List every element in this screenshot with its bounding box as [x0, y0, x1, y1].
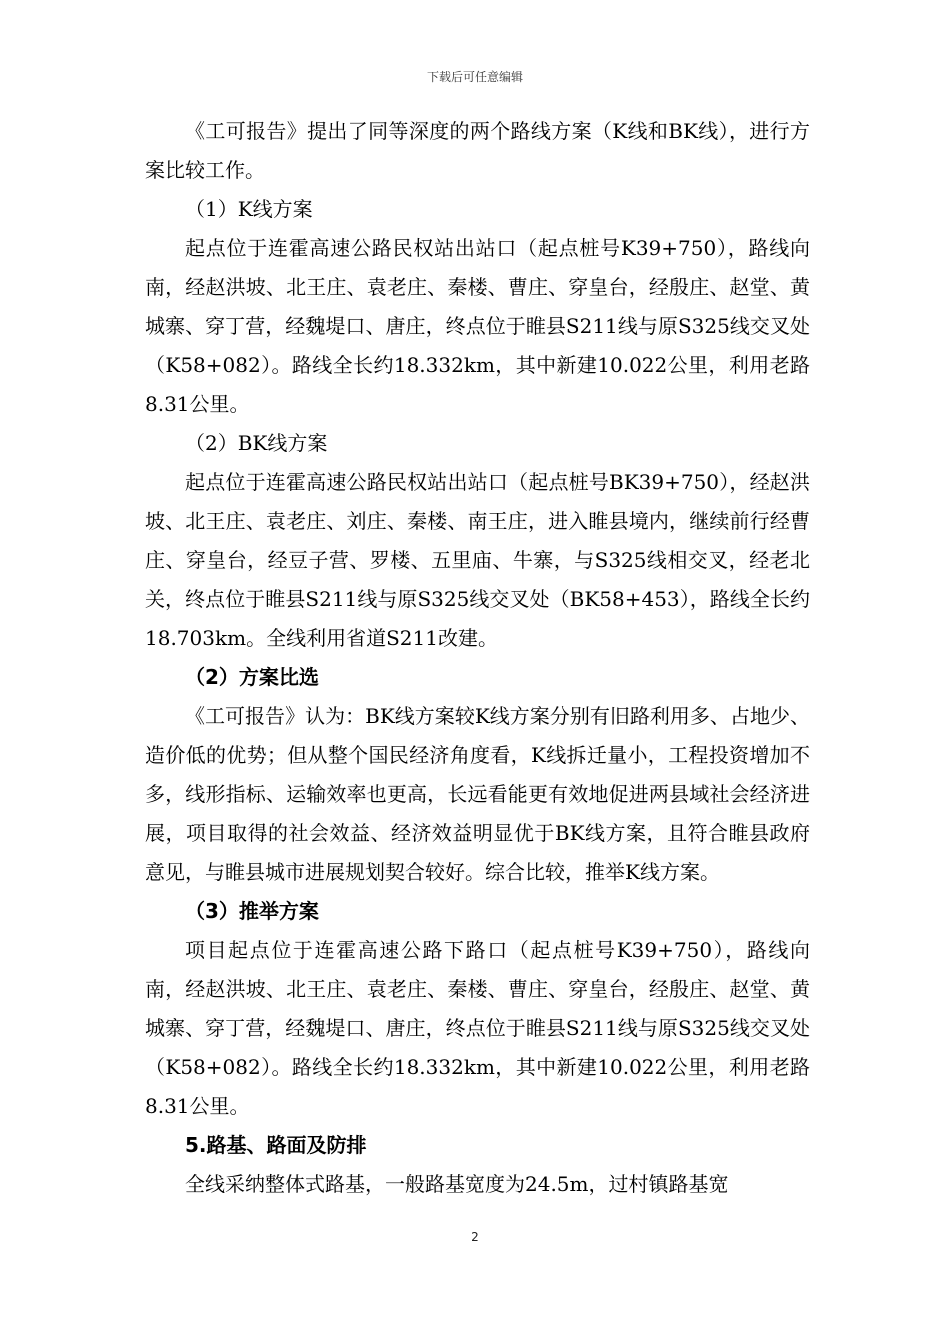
paragraph-k-line: 起点位于连霍高速公路民权站出站口（起点桩号K39+750），路线向南，经赵洪坡、北王庄、袁老庄、秦楼、曹庄、穿皇台，经殷庄、赵堂、黄城寨、穿丁营，经魏堤口、唐庄，终点位于睢县S211线与原S325线交叉处（K58+082）。路线全长约18.332km，其中新建10.022公里，利用老路8.31公里。 [145, 236, 810, 416]
paragraph-subgrade: 全线采纳整体式路基，一般路基宽度为24.5m，过村镇路基宽 [185, 1172, 729, 1196]
heading-subgrade: 5.路基、路面及防排 [185, 1133, 367, 1157]
heading-comparison: （2）方案比选 [185, 665, 319, 689]
paragraph-intro: 《工可报告》提出了同等深度的两个路线方案（K线和BK线），进行方案比较工作。 [145, 119, 810, 182]
heading-recommended: （3）推举方案 [185, 899, 319, 923]
paragraph-recommended: 项目起点位于连霍高速公路下路口（起点桩号K39+750），路线向南，经赵洪坡、北王庄、袁老庄、秦楼、曹庄、穿皇台，经殷庄、赵堂、黄城寨、穿丁营，经魏堤口、唐庄，终点位于睢县S211线与原S325线交叉处（K58+082）。路线全长约18.332km，其中新建10.022公里，利用老路8.31公里。 [145, 938, 810, 1118]
subheading-k-line: （1）K线方案 [185, 197, 313, 221]
paragraph-bk-line: 起点位于连霍高速公路民权站出站口（起点桩号BK39+750），经赵洪坡、北王庄、袁老庄、刘庄、秦楼、南王庄，进入睢县境内，继续前行经曹庄、穿皇台，经豆子营、罗楼、五里庙、牛寨，与S325线相交叉，经老北关，终点位于睢县S211线与原S325线交叉处（BK58+453），路线全长约18.703km。全线利用省道S211改建。 [145, 470, 810, 650]
paragraph-comparison: 《工可报告》认为：BK线方案较K线方案分别有旧路利用多、占地少、造价低的优势；但从整个国民经济角度看，K线拆迁量小，工程投资增加不多，线形指标、运输效率也更高，长远看能更有效地促进两县域社会经济进展，项目取得的社会效益、经济效益明显优于BK线方案，且符合睢县政府意见，与睢县城市进展规划契合较好。综合比较，推举K线方案。 [145, 704, 810, 884]
document-body [145, 112, 810, 1204]
page-number: 2 [471, 1230, 479, 1244]
page-header-note: 下载后可任意编辑 [426, 70, 523, 84]
subheading-bk-line: （2）BK线方案 [185, 431, 328, 455]
